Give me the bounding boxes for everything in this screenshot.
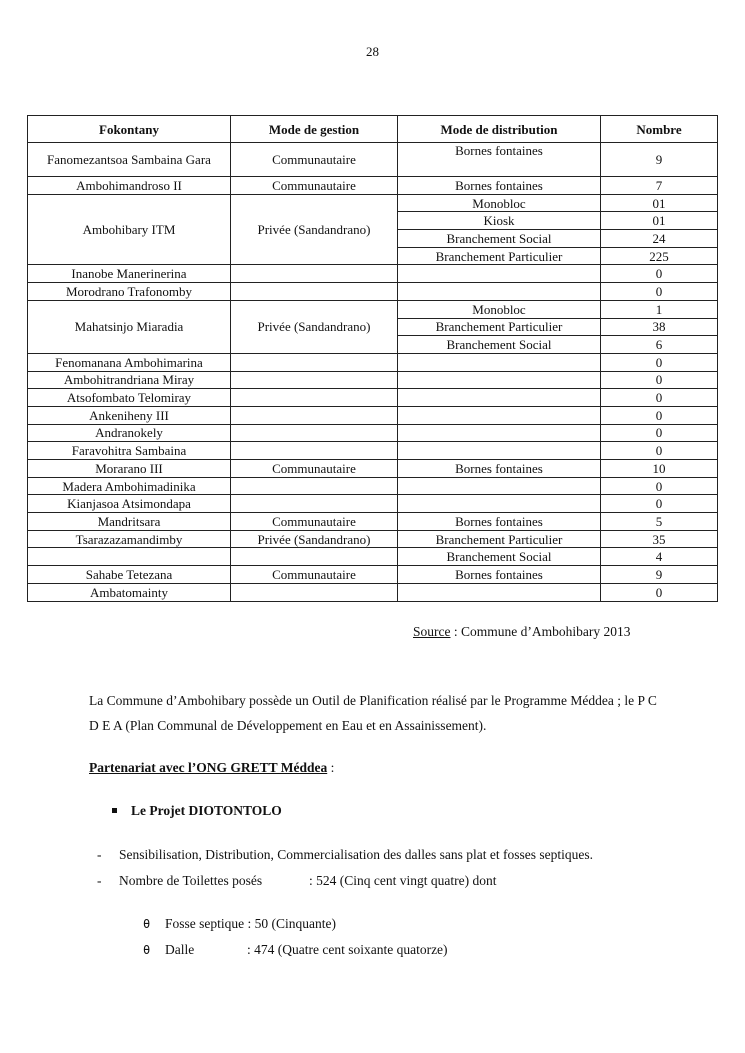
theta-bullet-icon: θ <box>143 943 151 957</box>
table-row <box>28 513 718 531</box>
source-label: Source <box>413 624 451 639</box>
header-mode-gestion: Mode de gestion <box>231 116 398 143</box>
cell-fokontany: Sahabe Tetezana <box>28 566 231 584</box>
cell-nombre: 38 <box>601 318 718 336</box>
cell-fokontany: Mandritsara <box>28 513 231 531</box>
cell-fokontany: Ambohitrandriana Miray <box>28 371 231 389</box>
cell-fokontany: Fenomanana Ambohimarina <box>28 353 231 371</box>
cell-nombre: 0 <box>601 283 718 301</box>
table-row <box>28 530 718 548</box>
dash-marker: - <box>97 847 102 862</box>
cell-distribution: Kiosk <box>398 212 601 230</box>
cell-distribution <box>398 424 601 442</box>
cell-distribution: Branchement Social <box>398 336 601 354</box>
cell-distribution: Bornes fontaines <box>398 460 601 478</box>
cell-distribution <box>398 389 601 407</box>
list-item <box>97 847 593 863</box>
cell-fokontany: Fanomezantsoa Sambaina Gara <box>28 143 231 177</box>
cell-nombre: 9 <box>601 143 718 177</box>
header-fokontany: Fokontany <box>28 116 231 143</box>
sub-item-label: Dalle <box>165 942 195 957</box>
table-row <box>28 460 718 478</box>
cell-nombre: 7 <box>601 177 718 195</box>
table-row <box>28 406 718 424</box>
cell-gestion <box>231 442 398 460</box>
cell-gestion <box>231 283 398 301</box>
cell-distribution: Bornes fontaines <box>398 566 601 584</box>
cell-gestion: Privée (Sandandrano) <box>231 300 398 353</box>
water-distribution-table <box>27 115 718 602</box>
header-mode-distribution: Mode de distribution <box>398 116 601 143</box>
cell-nombre: 0 <box>601 583 718 601</box>
cell-distribution: Bornes fontaines <box>398 177 601 195</box>
cell-distribution: Branchement Social <box>398 548 601 566</box>
square-bullet-icon <box>112 808 117 813</box>
cell-distribution: Branchement Particulier <box>398 530 601 548</box>
table-row <box>28 424 718 442</box>
table-source <box>413 624 630 640</box>
cell-nombre: 24 <box>601 230 718 248</box>
cell-fokontany: Ambohimandroso II <box>28 177 231 195</box>
cell-gestion <box>231 353 398 371</box>
cell-nombre: 0 <box>601 406 718 424</box>
dash-marker: - <box>97 873 102 888</box>
cell-gestion <box>231 265 398 283</box>
cell-nombre: 225 <box>601 247 718 265</box>
sub-list-item <box>143 942 448 958</box>
cell-gestion <box>231 371 398 389</box>
cell-nombre: 5 <box>601 513 718 531</box>
cell-gestion: Communautaire <box>231 177 398 195</box>
table-row <box>28 477 718 495</box>
cell-distribution: Branchement Particulier <box>398 318 601 336</box>
cell-distribution <box>398 442 601 460</box>
cell-fokontany: Faravohitra Sambaina <box>28 442 231 460</box>
cell-fokontany: Ankeniheny III <box>28 406 231 424</box>
cell-nombre: 10 <box>601 460 718 478</box>
cell-fokontany: Inanobe Manerinerina <box>28 265 231 283</box>
cell-nombre: 6 <box>601 336 718 354</box>
cell-gestion: Communautaire <box>231 143 398 177</box>
cell-gestion <box>231 406 398 424</box>
cell-distribution <box>398 371 601 389</box>
table-row <box>28 389 718 407</box>
cell-distribution: Branchement Particulier <box>398 247 601 265</box>
cell-fokontany: Morodrano Trafonomby <box>28 283 231 301</box>
table-row <box>28 265 718 283</box>
list-item-value: : 524 (Cinq cent vingt quatre) dont <box>309 873 497 888</box>
cell-nombre: 0 <box>601 353 718 371</box>
project-title: Le Projet DIOTONTOLO <box>131 803 282 818</box>
cell-gestion <box>231 389 398 407</box>
cell-distribution <box>398 265 601 283</box>
cell-distribution <box>398 353 601 371</box>
section-heading <box>89 760 334 776</box>
cell-fokontany: Atsofombato Telomiray <box>28 389 231 407</box>
cell-fokontany: Tsarazazamandimby <box>28 530 231 548</box>
section-heading-title: Partenariat avec l’ONG GRETT Méddea <box>89 760 328 775</box>
page-number: 28 <box>366 44 379 59</box>
table-row <box>28 583 718 601</box>
table-row <box>28 495 718 513</box>
cell-distribution: Bornes fontaines <box>398 513 601 531</box>
cell-distribution <box>398 495 601 513</box>
section-heading-suffix: : <box>327 760 335 775</box>
cell-fokontany: Madera Ambohimadinika <box>28 477 231 495</box>
cell-nombre: 0 <box>601 442 718 460</box>
cell-distribution: Monobloc <box>398 300 601 318</box>
table-row <box>28 300 718 318</box>
cell-nombre: 0 <box>601 389 718 407</box>
cell-gestion <box>231 424 398 442</box>
cell-nombre: 01 <box>601 212 718 230</box>
cell-nombre: 9 <box>601 566 718 584</box>
cell-distribution: Monobloc <box>398 194 601 212</box>
cell-gestion: Communautaire <box>231 460 398 478</box>
header-nombre: Nombre <box>601 116 718 143</box>
list-item-label: Nombre de Toilettes posés <box>119 873 263 888</box>
list-item <box>97 873 496 889</box>
source-text: : Commune d’Ambohibary 2013 <box>450 624 631 639</box>
table-row <box>28 143 718 177</box>
sub-item-label: Fosse septique <box>165 916 245 931</box>
cell-distribution: Bornes fontaines <box>398 143 601 177</box>
cell-gestion <box>231 495 398 513</box>
cell-nombre: 0 <box>601 477 718 495</box>
table-row <box>28 283 718 301</box>
cell-nombre: 0 <box>601 424 718 442</box>
table-row <box>28 371 718 389</box>
cell-distribution: Branchement Social <box>398 230 601 248</box>
cell-nombre: 0 <box>601 265 718 283</box>
cell-fokontany: Andranokely <box>28 424 231 442</box>
cell-fokontany: Ambohibary ITM <box>28 194 231 265</box>
cell-gestion: Privée (Sandandrano) <box>231 530 398 548</box>
list-item-text: Sensibilisation, Distribution, Commercialisation des dalles sans plat et fosses septiques. <box>119 847 593 862</box>
table-header-row <box>28 116 718 143</box>
cell-gestion <box>231 548 398 566</box>
cell-nombre: 01 <box>601 194 718 212</box>
cell-gestion <box>231 477 398 495</box>
cell-gestion: Communautaire <box>231 513 398 531</box>
cell-gestion: Communautaire <box>231 566 398 584</box>
cell-nombre: 35 <box>601 530 718 548</box>
cell-fokontany: Kianjasoa Atsimondapa <box>28 495 231 513</box>
table-row <box>28 177 718 195</box>
cell-gestion: Privée (Sandandrano) <box>231 194 398 265</box>
table-row <box>28 548 718 566</box>
table-row <box>28 353 718 371</box>
cell-distribution <box>398 406 601 424</box>
cell-gestion <box>231 583 398 601</box>
table-row <box>28 442 718 460</box>
cell-distribution <box>398 283 601 301</box>
sub-list-item <box>143 916 336 932</box>
sub-item-value: : 474 (Quatre cent soixante quatorze) <box>247 942 448 957</box>
cell-distribution <box>398 477 601 495</box>
cell-nombre: 0 <box>601 495 718 513</box>
body-paragraph: La Commune d’Ambohibary possède un Outil de Planification réalisé par le Programme Méddea ; le P C D E A (Plan Communal de Développement en Eau et en Assainissement). <box>89 693 657 733</box>
cell-nombre: 4 <box>601 548 718 566</box>
table-row <box>28 566 718 584</box>
project-bullet <box>112 803 282 819</box>
cell-fokontany: Mahatsinjo Miaradia <box>28 300 231 353</box>
cell-fokontany: Morarano III <box>28 460 231 478</box>
sub-item-value: : 50 (Cinquante) <box>244 916 336 931</box>
cell-nombre: 1 <box>601 300 718 318</box>
cell-distribution <box>398 583 601 601</box>
theta-bullet-icon: θ <box>143 917 151 931</box>
cell-nombre: 0 <box>601 371 718 389</box>
table-row <box>28 194 718 212</box>
cell-fokontany <box>28 548 231 566</box>
cell-fokontany: Ambatomainty <box>28 583 231 601</box>
